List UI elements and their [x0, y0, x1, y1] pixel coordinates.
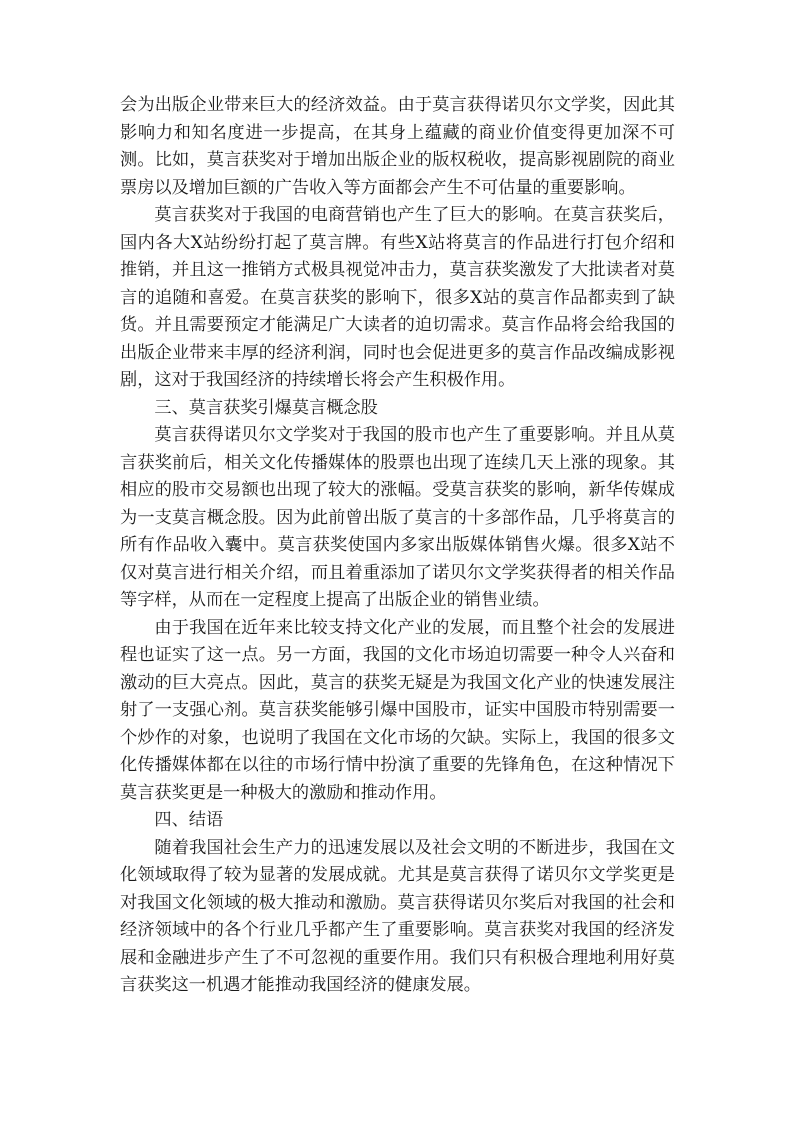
paragraph-conclusion: 随着我国社会生产力的迅速发展以及社会文明的不断进步，我国在文化领域取得了较为显著的发展成就。尤其是莫言获得了诺贝尔文学奖更是对我国文化领域的极大推动和激励。莫言获得诺贝尔奖后对我国的社会和经济领域中的各个行业几乎都产生了重要影响。莫言获奖对我国的经济发展和金融进步产生了不可忽视的重要作用。我们只有积极合理地利用好莫言获奖这一机遇才能推动我国经济的健康发展。 — [120, 837, 675, 995]
section-heading-4: 四、结语 — [154, 810, 224, 830]
document-page — [120, 92, 675, 1000]
paragraph-culture-industry: 由于我国在近年来比较支持文化产业的发展，而且整个社会的发展进程也证实了这一点。另一方面，我国的文化市场迫切需要一种令人兴奋和激动的巨大亮点。因此，莫言的获奖无疑是为我国文化产业的快速发展注射了一支强心剂。莫言获奖能够引爆中国股市，证实中国股市特别需要一个炒作的对象，也说明了我国在文化市场的欠缺。实际上，我国的很多文化传播媒体都在以往的市场行情中扮演了重要的先锋角色，在这种情况下莫言获奖更是一种极大的激励和推动作用。 — [120, 617, 675, 803]
section-heading-3: 三、莫言获奖引爆莫言概念股 — [154, 397, 378, 418]
paragraph-stock-market: 莫言获得诺贝尔文学奖对于我国的股市也产生了重要影响。并且从莫言获奖前后，相关文化传播媒体的股票也出现了连续几天上涨的现象。其相应的股市交易额也出现了较大的涨幅。受莫言获奖的影响，新华传媒成为一支莫言概念股。因为此前曾出版了莫言的十多部作品，几乎将莫言的所有作品收入囊中。莫言获奖使国内多家出版媒体销售火爆。很多X站不仅对莫言进行相关介绍，而且着重添加了诺贝尔文学奖获得者的相关作品等字样，从而在一定程度上提高了出版企业的销售业绩。 — [120, 425, 675, 610]
paragraph-continued: 会为出版企业带来巨大的经济效益。由于莫言获得诺贝尔文学奖，因此其影响力和知名度进一步提高，在其身上蕴藏的商业价值变得更加深不可测。比如，莫言获奖对于增加出版企业的版权税收，提高影视剧院的商业票房以及增加巨额的广告收入等方面都会产生不可估量的重要影响。 — [120, 95, 675, 198]
paragraph-ecommerce: 莫言获奖对于我国的电商营销也产生了巨大的影响。在莫言获奖后，国内各大X站纷纷打起了莫言牌。有些X站将莫言的作品进行打包介绍和推销，并且这一推销方式极具视觉冲击力，莫言获奖激发了大批读者对莫言的追随和喜爱。在莫言获奖的影响下，很多X站的莫言作品都卖到了缺货。并且需要预定才能满足广大读者的迫切需求。莫言作品将会给我国的出版企业带来丰厚的经济利润，同时也会促进更多的莫言作品改编成影视剧，这对于我国经济的持续增长将会产生积极作用。 — [120, 205, 675, 390]
